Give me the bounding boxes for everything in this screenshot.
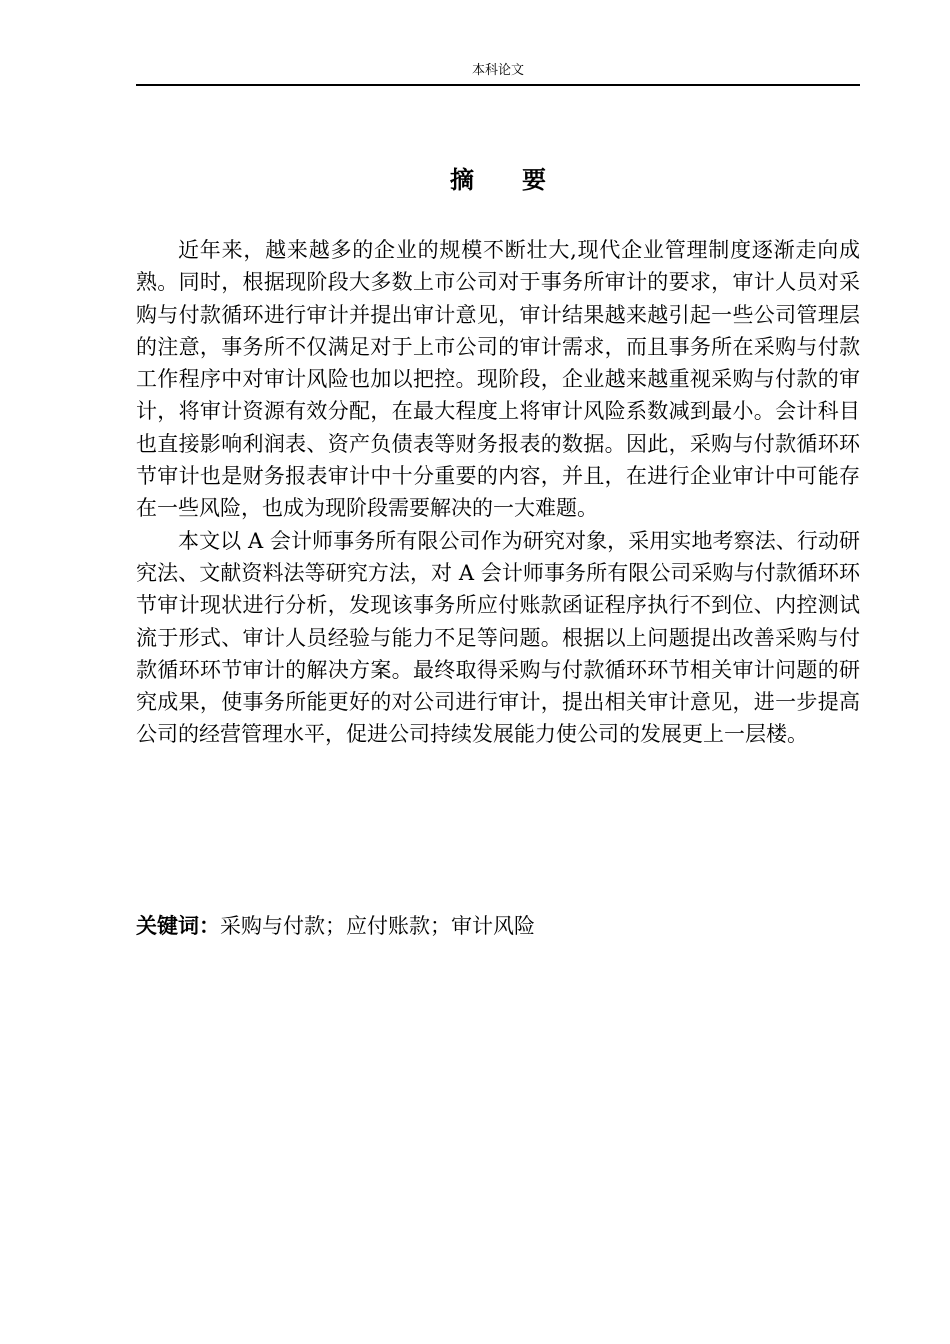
running-header: 本科论文 — [471, 63, 524, 78]
keywords-value: 采购与付款；应付账款；审计风险 — [220, 914, 535, 938]
keywords-label: 关键词： — [136, 914, 220, 938]
abstract-body — [136, 234, 860, 751]
abstract-paragraph-1: 近年来，越来越多的企业的规模不断壮大,现代企业管理制度逐渐走向成熟。同时，根据现阶段大多数上市公司对于事务所审计的要求，审计人员对采购与付款循环进行审计并提出审计意见，审计结果越来越引起一些公司管理层的注意，事务所不仅满足对于上市公司的审计需求，而且事务所在采购与付款工作程序中对审计风险也加以把控。现阶段，企业越来越重视采购与付款的审计，将审计资源有效分配，在最大程度上将审计风险系数减到最小。会计科目也直接影响利润表、资产负债表等财务报表的数据。因此，采购与付款循环环节审计也是财务报表审计中十分重要的内容，并且，在进行企业审计中可能存在一些风险，也成为现阶段需要解决的一大难题。 — [136, 238, 860, 521]
abstract-title: 摘 要 — [450, 166, 558, 194]
header-rule — [136, 84, 860, 86]
keywords-line — [136, 910, 860, 942]
abstract-paragraph-2: 本文以 A 会计师事务所有限公司作为研究对象，采用实地考察法、行动研究法、文献资料法等研究方法，对 A 会计师事务所有限公司采购与付款循环环节审计现状进行分析，发现该事务所应付账款函证程序执行不到位、内控测试流于形式、审计人员经验与能力不足等问题。根据以上问题提出改善采购与付款循环环节审计的解决方案。最终取得采购与付款循环环节相关审计问题的研究成果，使事务所能更好的对公司进行审计，提出相关审计意见，进一步提高公司的经营管理水平，促进公司持续发展能力使公司的发展更上一层楼。 — [136, 528, 860, 747]
